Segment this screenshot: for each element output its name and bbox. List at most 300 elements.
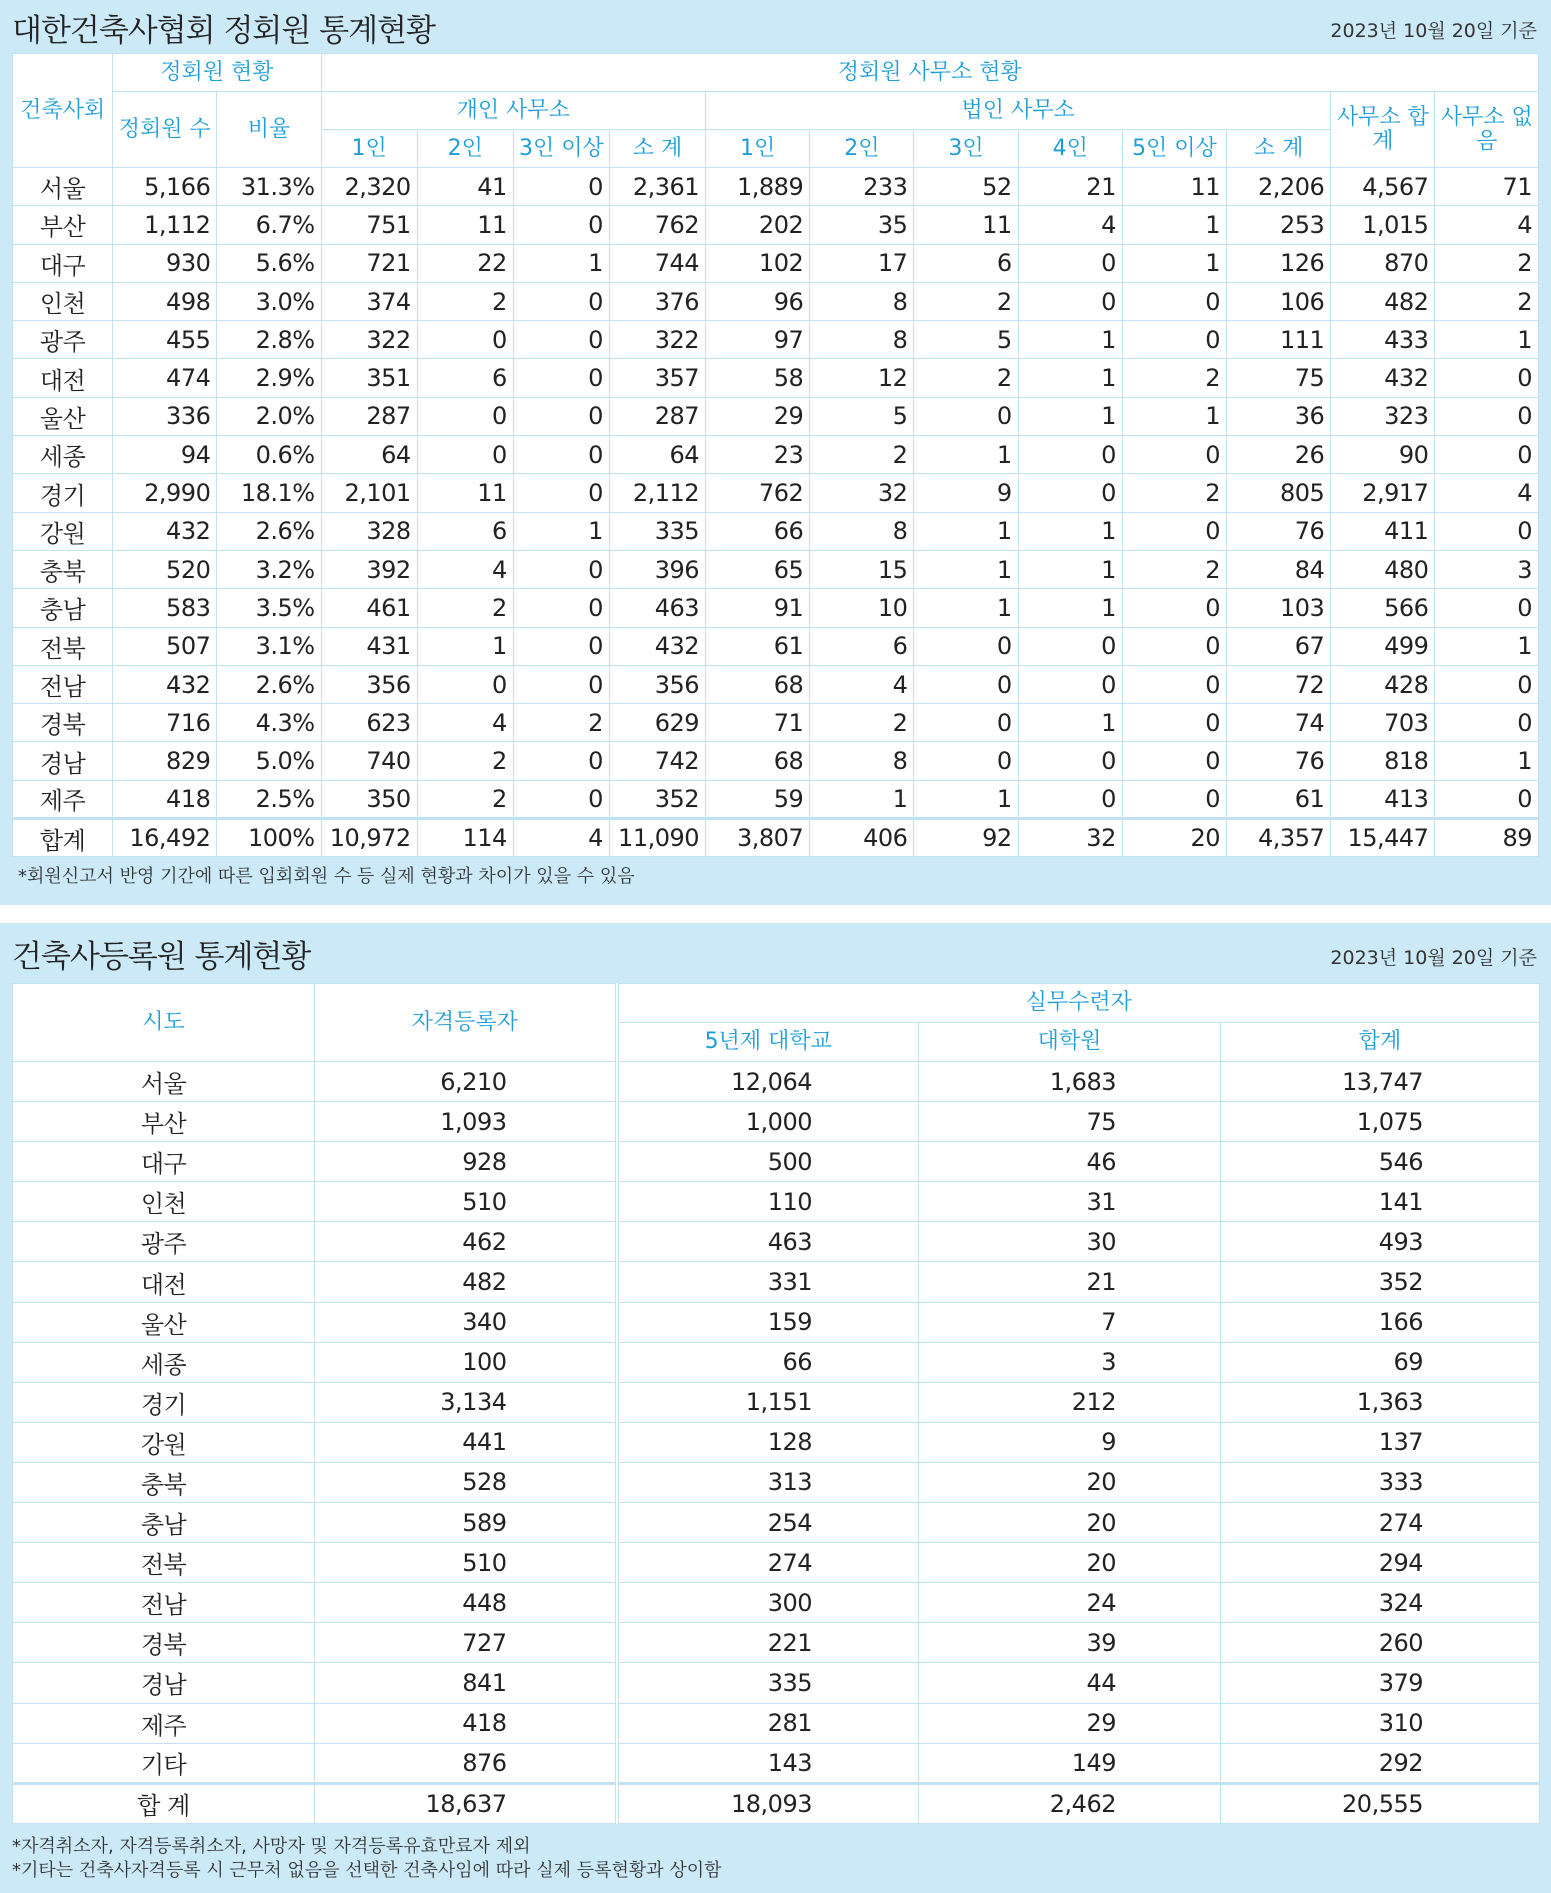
header-corp-4: 4인 xyxy=(1018,130,1122,168)
table-cell: 2.9% xyxy=(217,359,321,397)
table-cell: 0 xyxy=(914,742,1018,780)
table-cell: 44 xyxy=(919,1663,1221,1703)
table-cell: 629 xyxy=(609,704,705,742)
table-cell: 328 xyxy=(321,512,417,550)
table-cell: 2 xyxy=(417,742,513,780)
table-cell: 396 xyxy=(609,550,705,588)
table-cell: 2,206 xyxy=(1227,168,1331,206)
table-cell: 829 xyxy=(113,742,217,780)
table-row xyxy=(13,1062,1540,1102)
row-label: 세종 xyxy=(13,1342,315,1382)
table-cell: 546 xyxy=(1221,1142,1540,1182)
table-cell: 461 xyxy=(321,589,417,627)
row-label: 경기 xyxy=(13,1382,315,1422)
table-cell: 0 xyxy=(1018,436,1122,474)
table-cell: 221 xyxy=(617,1623,919,1663)
table-cell: 2,361 xyxy=(609,168,705,206)
table-cell: 463 xyxy=(617,1222,919,1262)
table-cell: 2.5% xyxy=(217,780,321,818)
table-cell: 90 xyxy=(1331,436,1435,474)
table-cell: 0 xyxy=(417,665,513,703)
table-cell: 5 xyxy=(914,321,1018,359)
table-row xyxy=(13,1342,1540,1382)
table-cell: 159 xyxy=(617,1302,919,1342)
table-cell: 91 xyxy=(706,589,810,627)
table-cell: 432 xyxy=(1331,359,1435,397)
table-cell: 31.3% xyxy=(217,168,321,206)
table-cell: 433 xyxy=(1331,321,1435,359)
table-row xyxy=(13,1703,1540,1743)
table-cell: 39 xyxy=(919,1623,1221,1663)
table-cell: 32 xyxy=(1018,819,1122,857)
table-cell: 589 xyxy=(315,1503,617,1543)
table-cell: 2 xyxy=(810,704,914,742)
table-cell: 1,015 xyxy=(1331,206,1435,244)
table-cell: 6 xyxy=(417,512,513,550)
header-member-group: 정회원 현황 xyxy=(113,54,321,92)
table-cell: 0 xyxy=(914,665,1018,703)
row-label: 인천 xyxy=(13,282,113,320)
registration-stats-section xyxy=(0,923,1551,1893)
table-cell: 0 xyxy=(513,627,609,665)
table-cell: 89 xyxy=(1435,819,1539,857)
header-grad: 대학원 xyxy=(919,1023,1221,1062)
table-cell: 274 xyxy=(1221,1503,1540,1543)
row-label: 서울 xyxy=(13,168,113,206)
row-label: 충북 xyxy=(13,550,113,588)
table-row xyxy=(13,1663,1540,1703)
note-line: *기타는 건축사자격등록 시 근무처 없음을 선택한 건축사임에 따라 실제 등록현황과 상이함 xyxy=(12,1860,722,1881)
row-label: 경북 xyxy=(13,704,113,742)
row-label: 충남 xyxy=(13,1503,315,1543)
table-row xyxy=(13,436,1539,474)
header-ind-subtotal: 소 계 xyxy=(609,130,705,168)
table-cell: 0 xyxy=(914,704,1018,742)
header-office-total: 사무소 합계 xyxy=(1331,92,1435,168)
table-cell: 482 xyxy=(1331,282,1435,320)
table-cell: 5.6% xyxy=(217,244,321,282)
note-line: *자격취소자, 자격등록취소자, 사망자 및 자격등록유효만료자 제외 xyxy=(12,1836,531,1857)
table-cell: 1,075 xyxy=(1221,1102,1540,1142)
table-cell: 0 xyxy=(1018,244,1122,282)
table-cell: 2 xyxy=(513,704,609,742)
table-cell: 0 xyxy=(513,359,609,397)
member-stats-table xyxy=(12,53,1539,857)
header-member-count: 정회원 수 xyxy=(113,92,217,168)
table-cell: 8 xyxy=(810,321,914,359)
table-cell: 0 xyxy=(1018,474,1122,512)
table-row xyxy=(13,321,1539,359)
table-cell: 721 xyxy=(321,244,417,282)
table-cell: 3 xyxy=(919,1342,1221,1382)
table-cell: 0 xyxy=(1435,512,1539,550)
table-cell: 292 xyxy=(1221,1743,1540,1783)
table-cell: 0 xyxy=(1018,665,1122,703)
table-cell: 0 xyxy=(513,780,609,818)
table-cell: 0 xyxy=(513,550,609,588)
table-cell: 1 xyxy=(914,512,1018,550)
table-cell: 100% xyxy=(217,819,321,857)
table-cell: 29 xyxy=(919,1703,1221,1743)
table-cell: 406 xyxy=(810,819,914,857)
table-cell: 24 xyxy=(919,1583,1221,1623)
table-cell: 66 xyxy=(706,512,810,550)
table-cell: 1 xyxy=(914,436,1018,474)
table-cell: 0 xyxy=(1122,665,1226,703)
table-cell: 5 xyxy=(810,397,914,435)
table-cell: 11 xyxy=(417,206,513,244)
section-title: 건축사등록원 통계현황 xyxy=(12,939,311,975)
table-cell: 15,447 xyxy=(1331,819,1435,857)
table-cell: 0 xyxy=(914,397,1018,435)
table-cell: 6 xyxy=(810,627,914,665)
table-cell: 1 xyxy=(1122,397,1226,435)
table-cell: 59 xyxy=(706,780,810,818)
table-cell: 431 xyxy=(321,627,417,665)
header-corp-subtotal: 소 계 xyxy=(1227,130,1331,168)
table-cell: 499 xyxy=(1331,627,1435,665)
table-cell: 149 xyxy=(919,1743,1221,1783)
table-cell: 374 xyxy=(321,282,417,320)
table-cell: 11 xyxy=(417,474,513,512)
table-cell: 1 xyxy=(914,550,1018,588)
table-cell: 260 xyxy=(1221,1623,1540,1663)
table-cell: 5,166 xyxy=(113,168,217,206)
table-cell: 110 xyxy=(617,1182,919,1222)
table-cell: 352 xyxy=(1221,1262,1540,1302)
row-label: 합 계 xyxy=(13,1783,315,1823)
table-cell: 313 xyxy=(617,1462,919,1502)
table-cell: 4 xyxy=(810,665,914,703)
total-row xyxy=(13,819,1539,857)
table-cell: 5.0% xyxy=(217,742,321,780)
table-cell: 356 xyxy=(321,665,417,703)
table-cell: 2.6% xyxy=(217,665,321,703)
member-stats-table-wrap xyxy=(12,53,1539,857)
table-cell: 4 xyxy=(417,550,513,588)
header-region: 건축사회 xyxy=(13,54,113,168)
table-cell: 2,462 xyxy=(919,1783,1221,1823)
table-cell: 432 xyxy=(113,512,217,550)
table-cell: 71 xyxy=(706,704,810,742)
row-label: 대전 xyxy=(13,1262,315,1302)
table-cell: 0 xyxy=(513,665,609,703)
table-cell: 2 xyxy=(417,282,513,320)
table-row xyxy=(13,1462,1540,1502)
row-label: 제주 xyxy=(13,780,113,818)
section-title: 대한건축사협회 정회원 통계현황 xyxy=(12,13,435,49)
table-cell: 1,112 xyxy=(113,206,217,244)
row-label: 충북 xyxy=(13,1462,315,1502)
table-row xyxy=(13,1222,1540,1262)
table-cell: 2 xyxy=(1122,474,1226,512)
table-cell: 0 xyxy=(513,206,609,244)
table-cell: 583 xyxy=(113,589,217,627)
table-cell: 66 xyxy=(617,1342,919,1382)
table-cell: 376 xyxy=(609,282,705,320)
table-cell: 0 xyxy=(1122,627,1226,665)
table-cell: 36 xyxy=(1227,397,1331,435)
table-cell: 96 xyxy=(706,282,810,320)
registration-stats-table-wrap xyxy=(12,983,1539,1824)
table-row xyxy=(13,704,1539,742)
table-cell: 94 xyxy=(113,436,217,474)
table-cell: 253 xyxy=(1227,206,1331,244)
table-row xyxy=(13,397,1539,435)
row-label: 광주 xyxy=(13,1222,315,1262)
table-row xyxy=(13,1182,1540,1222)
table-cell: 18,637 xyxy=(315,1783,617,1823)
table-cell: 20 xyxy=(919,1503,1221,1543)
table-cell: 1 xyxy=(810,780,914,818)
table-cell: 1 xyxy=(417,627,513,665)
table-cell: 0 xyxy=(1122,742,1226,780)
table-cell: 143 xyxy=(617,1743,919,1783)
header-corp-1: 1인 xyxy=(706,130,810,168)
table-cell: 18.1% xyxy=(217,474,321,512)
row-label: 부산 xyxy=(13,1102,315,1142)
table-cell: 1 xyxy=(1018,512,1122,550)
row-label: 강원 xyxy=(13,1422,315,1462)
table-cell: 805 xyxy=(1227,474,1331,512)
table-cell: 6 xyxy=(417,359,513,397)
row-label: 전남 xyxy=(13,665,113,703)
table-cell: 76 xyxy=(1227,512,1331,550)
table-cell: 6 xyxy=(914,244,1018,282)
table-row xyxy=(13,1743,1540,1783)
row-label: 경남 xyxy=(13,742,113,780)
table-cell: 4 xyxy=(1435,206,1539,244)
table-cell: 379 xyxy=(1221,1663,1540,1703)
table-cell: 46 xyxy=(919,1142,1221,1182)
table-cell: 520 xyxy=(113,550,217,588)
table-cell: 2 xyxy=(417,589,513,627)
table-cell: 432 xyxy=(113,665,217,703)
table-cell: 1 xyxy=(1018,321,1122,359)
row-label: 울산 xyxy=(13,397,113,435)
table-cell: 137 xyxy=(1221,1422,1540,1462)
table-cell: 2.8% xyxy=(217,321,321,359)
table-cell: 300 xyxy=(617,1583,919,1623)
table-cell: 2 xyxy=(1122,359,1226,397)
table-cell: 21 xyxy=(919,1262,1221,1302)
table-cell: 31 xyxy=(919,1182,1221,1222)
table-cell: 566 xyxy=(1331,589,1435,627)
table-cell: 1 xyxy=(914,589,1018,627)
table-cell: 58 xyxy=(706,359,810,397)
table-row xyxy=(13,627,1539,665)
row-label: 광주 xyxy=(13,321,113,359)
row-label: 인천 xyxy=(13,1182,315,1222)
table-cell: 322 xyxy=(321,321,417,359)
table-cell: 1 xyxy=(513,512,609,550)
row-label: 부산 xyxy=(13,206,113,244)
table-cell: 703 xyxy=(1331,704,1435,742)
table-cell: 930 xyxy=(113,244,217,282)
table-row xyxy=(13,1623,1540,1663)
table-cell: 111 xyxy=(1227,321,1331,359)
table-cell: 0 xyxy=(513,742,609,780)
table-cell: 2 xyxy=(1435,244,1539,282)
table-cell: 18,093 xyxy=(617,1783,919,1823)
table-cell: 480 xyxy=(1331,550,1435,588)
table-cell: 762 xyxy=(609,206,705,244)
table-cell: 751 xyxy=(321,206,417,244)
table-cell: 0 xyxy=(513,397,609,435)
table-cell: 1 xyxy=(1435,742,1539,780)
header-trainee-group: 실무수련자 xyxy=(617,984,1540,1023)
table-cell: 336 xyxy=(113,397,217,435)
table-cell: 20 xyxy=(1122,819,1226,857)
table-cell: 100 xyxy=(315,1342,617,1382)
table-row xyxy=(13,1503,1540,1543)
table-cell: 1 xyxy=(1122,244,1226,282)
table-cell: 463 xyxy=(609,589,705,627)
table-cell: 10 xyxy=(810,589,914,627)
table-cell: 474 xyxy=(113,359,217,397)
table-cell: 128 xyxy=(617,1422,919,1462)
table-cell: 0 xyxy=(513,589,609,627)
table-cell: 12,064 xyxy=(617,1062,919,1102)
row-label: 합계 xyxy=(13,819,113,857)
row-label: 울산 xyxy=(13,1302,315,1342)
table-cell: 76 xyxy=(1227,742,1331,780)
table-cell: 0 xyxy=(1435,780,1539,818)
table-cell: 65 xyxy=(706,550,810,588)
table-cell: 1,363 xyxy=(1221,1382,1540,1422)
table-cell: 310 xyxy=(1221,1703,1540,1743)
table-cell: 20 xyxy=(919,1462,1221,1502)
table-cell: 2 xyxy=(810,436,914,474)
table-cell: 287 xyxy=(321,397,417,435)
table-cell: 740 xyxy=(321,742,417,780)
table-cell: 2.0% xyxy=(217,397,321,435)
table-cell: 106 xyxy=(1227,282,1331,320)
table-cell: 69 xyxy=(1221,1342,1540,1382)
table-cell: 21 xyxy=(1018,168,1122,206)
table-cell: 0 xyxy=(1435,359,1539,397)
table-cell: 68 xyxy=(706,665,810,703)
table-cell: 2 xyxy=(417,780,513,818)
total-row xyxy=(13,1783,1540,1823)
table-cell: 1,889 xyxy=(706,168,810,206)
table-cell: 498 xyxy=(113,282,217,320)
table-cell: 2,917 xyxy=(1331,474,1435,512)
table-cell: 418 xyxy=(315,1703,617,1743)
table-cell: 1 xyxy=(1018,397,1122,435)
header-ind-1: 1인 xyxy=(321,130,417,168)
table-cell: 1 xyxy=(1122,206,1226,244)
table-cell: 0 xyxy=(1435,397,1539,435)
table-cell: 4,357 xyxy=(1227,819,1331,857)
table-cell: 2,112 xyxy=(609,474,705,512)
table-cell: 75 xyxy=(919,1102,1221,1142)
header-individual: 개인 사무소 xyxy=(321,92,705,130)
reference-date: 2023년 10월 20일 기준 xyxy=(1330,20,1537,42)
table-cell: 500 xyxy=(617,1142,919,1182)
table-cell: 102 xyxy=(706,244,810,282)
table-cell: 441 xyxy=(315,1422,617,1462)
table-cell: 126 xyxy=(1227,244,1331,282)
table-cell: 41 xyxy=(417,168,513,206)
row-label: 전북 xyxy=(13,1543,315,1583)
table-row xyxy=(13,512,1539,550)
table-cell: 351 xyxy=(321,359,417,397)
row-label: 강원 xyxy=(13,512,113,550)
table-cell: 3,134 xyxy=(315,1382,617,1422)
table-cell: 0 xyxy=(513,282,609,320)
row-label: 서울 xyxy=(13,1062,315,1102)
table-cell: 16,492 xyxy=(113,819,217,857)
table-cell: 274 xyxy=(617,1543,919,1583)
table-cell: 29 xyxy=(706,397,810,435)
table-cell: 71 xyxy=(1435,168,1539,206)
row-label: 대구 xyxy=(13,244,113,282)
table-cell: 0 xyxy=(914,627,1018,665)
table-cell: 357 xyxy=(609,359,705,397)
table-cell: 335 xyxy=(609,512,705,550)
table-cell: 841 xyxy=(315,1663,617,1703)
table-cell: 0 xyxy=(417,436,513,474)
table-cell: 0 xyxy=(1018,282,1122,320)
table-cell: 61 xyxy=(1227,780,1331,818)
table-cell: 294 xyxy=(1221,1543,1540,1583)
table-cell: 103 xyxy=(1227,589,1331,627)
table-cell: 8 xyxy=(810,742,914,780)
header-ratio: 비율 xyxy=(217,92,321,168)
table-cell: 0 xyxy=(513,321,609,359)
table-cell: 13,747 xyxy=(1221,1062,1540,1102)
table-row xyxy=(13,1102,1540,1142)
table-cell: 510 xyxy=(315,1182,617,1222)
table-cell: 322 xyxy=(609,321,705,359)
table-row xyxy=(13,665,1539,703)
table-cell: 11 xyxy=(914,206,1018,244)
table-cell: 2 xyxy=(1435,282,1539,320)
table-cell: 413 xyxy=(1331,780,1435,818)
table-cell: 0 xyxy=(417,397,513,435)
table-cell: 392 xyxy=(321,550,417,588)
table-cell: 281 xyxy=(617,1703,919,1743)
table-cell: 8 xyxy=(810,282,914,320)
table-row xyxy=(13,589,1539,627)
table-cell: 84 xyxy=(1227,550,1331,588)
table-cell: 4 xyxy=(1435,474,1539,512)
table-cell: 17 xyxy=(810,244,914,282)
table-cell: 350 xyxy=(321,780,417,818)
table-row xyxy=(13,1262,1540,1302)
table-row xyxy=(13,168,1539,206)
table-cell: 928 xyxy=(315,1142,617,1182)
table-cell: 35 xyxy=(810,206,914,244)
table-cell: 507 xyxy=(113,627,217,665)
table-cell: 1 xyxy=(1018,589,1122,627)
table-cell: 0 xyxy=(1122,282,1226,320)
table-cell: 20 xyxy=(919,1543,1221,1583)
table-cell: 52 xyxy=(914,168,1018,206)
header-ind-2: 2인 xyxy=(417,130,513,168)
row-label: 전북 xyxy=(13,627,113,665)
table-cell: 1 xyxy=(1018,359,1122,397)
table-row xyxy=(13,550,1539,588)
table-cell: 32 xyxy=(810,474,914,512)
table-cell: 2,990 xyxy=(113,474,217,512)
row-label: 대구 xyxy=(13,1142,315,1182)
table-cell: 233 xyxy=(810,168,914,206)
table-cell: 3.5% xyxy=(217,589,321,627)
row-label: 경남 xyxy=(13,1663,315,1703)
row-label: 충남 xyxy=(13,589,113,627)
